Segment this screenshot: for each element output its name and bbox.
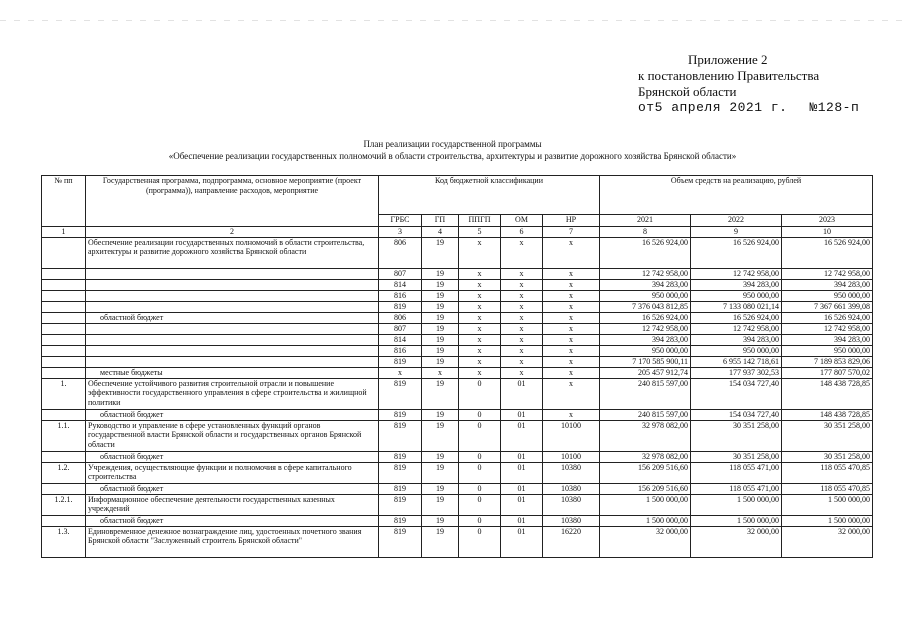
row-om: х xyxy=(501,367,543,378)
row-nr: 10380 xyxy=(543,462,600,483)
header-num: № пп xyxy=(42,176,86,227)
row-gp: 19 xyxy=(422,237,459,268)
row-amount-2023: 30 351 258,00 xyxy=(782,420,873,451)
row-amount-2021: 1 500 000,00 xyxy=(600,494,691,515)
header-row xyxy=(42,176,873,215)
row-ppgp: х xyxy=(459,323,501,334)
row-ppgp: х xyxy=(459,334,501,345)
row-nr: 10380 xyxy=(543,494,600,515)
row-grbs: 816 xyxy=(379,290,422,301)
row-amount-2022: 6 955 142 718,61 xyxy=(691,356,782,367)
row-amount-2021: 12 742 958,00 xyxy=(600,268,691,279)
header-kbk: Код бюджетной классификации xyxy=(379,176,600,215)
row-gp: 19 xyxy=(422,334,459,345)
row-amount-2022: 394 283,00 xyxy=(691,279,782,290)
program-title: «Обеспечение реализации государственных полномочий в области строительства, архитектуры и развитие дорожного хозяйства Брянской области» xyxy=(168,151,737,161)
table-row xyxy=(42,356,873,367)
row-nr: 10100 xyxy=(543,420,600,451)
row-name: областной бюджет xyxy=(86,409,379,420)
row-grbs: 816 xyxy=(379,345,422,356)
row-amount-2022: 7 133 080 021,14 xyxy=(691,301,782,312)
row-ppgp: 0 xyxy=(459,462,501,483)
row-grbs: 814 xyxy=(379,279,422,290)
index-cell: 3 xyxy=(379,227,422,238)
row-amount-2021: 394 283,00 xyxy=(600,279,691,290)
table-row xyxy=(42,312,873,323)
row-amount-2021: 156 209 516,60 xyxy=(600,462,691,483)
table-row xyxy=(42,420,873,451)
index-cell: 6 xyxy=(501,227,543,238)
row-name: Информационное обеспечение деятельности государственных казенных учреждений xyxy=(86,494,379,515)
row-amount-2021: 950 000,00 xyxy=(600,290,691,301)
row-amount-2021: 32 000,00 xyxy=(600,526,691,557)
header-year-2023: 2023 xyxy=(782,215,873,227)
row-om: 01 xyxy=(501,462,543,483)
row-grbs: 807 xyxy=(379,268,422,279)
row-amount-2023: 950 000,00 xyxy=(782,290,873,301)
row-name xyxy=(86,268,379,279)
table-row xyxy=(42,323,873,334)
row-gp: 19 xyxy=(422,279,459,290)
row-amount-2021: 16 526 924,00 xyxy=(600,312,691,323)
row-nr: 10380 xyxy=(543,483,600,494)
row-grbs: 807 xyxy=(379,323,422,334)
row-amount-2022: 16 526 924,00 xyxy=(691,312,782,323)
row-number: 1.1. xyxy=(42,420,86,451)
row-om: 01 xyxy=(501,526,543,557)
row-nr: х xyxy=(543,237,600,268)
row-name xyxy=(86,290,379,301)
row-nr: х xyxy=(543,378,600,409)
row-om: х xyxy=(501,268,543,279)
row-nr: 10380 xyxy=(543,515,600,526)
index-cell: 8 xyxy=(600,227,691,238)
index-row xyxy=(42,227,873,238)
row-gp: 19 xyxy=(422,409,459,420)
row-grbs: 819 xyxy=(379,451,422,462)
appendix-region-line: Брянской области xyxy=(638,84,737,99)
row-number xyxy=(42,356,86,367)
row-grbs: 819 xyxy=(379,378,422,409)
row-om: х xyxy=(501,345,543,356)
row-nr: 16220 xyxy=(543,526,600,557)
row-ppgp: 0 xyxy=(459,420,501,451)
row-amount-2023: 16 526 924,00 xyxy=(782,237,873,268)
row-amount-2021: 240 815 597,00 xyxy=(600,378,691,409)
row-ppgp: 0 xyxy=(459,451,501,462)
row-ppgp: х xyxy=(459,301,501,312)
row-amount-2023: 118 055 470,85 xyxy=(782,483,873,494)
row-name: Обеспечение устойчивого развития строительной отрасли и повышение эффективности государственного управления в сфере строительства и жилищной политики xyxy=(86,378,379,409)
index-cell: 2 xyxy=(86,227,379,238)
row-om: х xyxy=(501,312,543,323)
appendix-date: от5 апреля 2021 г. xyxy=(638,100,788,115)
table-row xyxy=(42,378,873,409)
row-amount-2023: 1 500 000,00 xyxy=(782,515,873,526)
row-number xyxy=(42,515,86,526)
row-gp: х xyxy=(422,367,459,378)
index-cell: 5 xyxy=(459,227,501,238)
row-number xyxy=(42,483,86,494)
row-name xyxy=(86,301,379,312)
row-amount-2022: 1 500 000,00 xyxy=(691,515,782,526)
row-amount-2022: 12 742 958,00 xyxy=(691,268,782,279)
row-ppgp: х xyxy=(459,290,501,301)
row-number: 1.2.1. xyxy=(42,494,86,515)
row-gp: 19 xyxy=(422,290,459,301)
row-grbs: 819 xyxy=(379,301,422,312)
row-name: областной бюджет xyxy=(86,483,379,494)
row-amount-2022: 177 937 302,53 xyxy=(691,367,782,378)
row-gp: 19 xyxy=(422,378,459,409)
row-gp: 19 xyxy=(422,494,459,515)
row-name xyxy=(86,334,379,345)
header-year-2021: 2021 xyxy=(600,215,691,227)
row-number xyxy=(42,367,86,378)
row-grbs: 819 xyxy=(379,483,422,494)
row-amount-2023: 394 283,00 xyxy=(782,334,873,345)
row-number: 1.2. xyxy=(42,462,86,483)
row-om: х xyxy=(501,356,543,367)
row-om: 01 xyxy=(501,378,543,409)
row-amount-2021: 240 815 597,00 xyxy=(600,409,691,420)
header-grbs: ГРБС xyxy=(379,215,422,227)
row-amount-2021: 32 978 082,00 xyxy=(600,420,691,451)
row-ppgp: х xyxy=(459,345,501,356)
header-nr: НР xyxy=(543,215,600,227)
row-om: 01 xyxy=(501,515,543,526)
row-gp: 19 xyxy=(422,451,459,462)
index-cell: 10 xyxy=(782,227,873,238)
row-om: х xyxy=(501,279,543,290)
table-row xyxy=(42,526,873,557)
row-gp: 19 xyxy=(422,515,459,526)
row-nr: х xyxy=(543,323,600,334)
row-amount-2023: 177 807 570,02 xyxy=(782,367,873,378)
row-amount-2022: 32 000,00 xyxy=(691,526,782,557)
row-om: 01 xyxy=(501,483,543,494)
table-row xyxy=(42,301,873,312)
row-number xyxy=(42,268,86,279)
row-om: х xyxy=(501,334,543,345)
row-amount-2021: 16 526 924,00 xyxy=(600,237,691,268)
row-gp: 19 xyxy=(422,526,459,557)
row-amount-2021: 7 170 585 900,11 xyxy=(600,356,691,367)
row-gp: 19 xyxy=(422,301,459,312)
row-name xyxy=(86,323,379,334)
budget-plan-table xyxy=(41,175,873,558)
index-cell: 4 xyxy=(422,227,459,238)
row-grbs: 819 xyxy=(379,515,422,526)
row-nr: х xyxy=(543,367,600,378)
row-om: х xyxy=(501,237,543,268)
row-amount-2023: 148 438 728,85 xyxy=(782,378,873,409)
row-gp: 19 xyxy=(422,345,459,356)
row-nr: 10100 xyxy=(543,451,600,462)
table-row xyxy=(42,462,873,483)
row-amount-2023: 7 367 661 399,08 xyxy=(782,301,873,312)
row-number xyxy=(42,312,86,323)
row-amount-2021: 7 376 043 812,85 xyxy=(600,301,691,312)
header-name: Государственная программа, подпрограмма, основное мероприятие (проект (программа)), направление расходов, мероприятие xyxy=(86,176,379,227)
row-gp: 19 xyxy=(422,356,459,367)
row-amount-2023: 950 000,00 xyxy=(782,345,873,356)
row-nr: х xyxy=(543,268,600,279)
row-om: х xyxy=(501,301,543,312)
row-grbs: 819 xyxy=(379,494,422,515)
row-grbs: 819 xyxy=(379,356,422,367)
scan-artifact xyxy=(0,20,905,21)
row-number: 1. xyxy=(42,378,86,409)
row-gp: 19 xyxy=(422,483,459,494)
header-volume: Объем средств на реализацию, рублей xyxy=(600,176,873,215)
row-amount-2021: 12 742 958,00 xyxy=(600,323,691,334)
appendix-number: №128-п xyxy=(809,100,860,115)
row-nr: х xyxy=(543,301,600,312)
row-name: Руководство и управление в сфере установленных функций органов государственной власти Брянской области и государственных органов Брянской области xyxy=(86,420,379,451)
row-number xyxy=(42,301,86,312)
row-number xyxy=(42,451,86,462)
row-amount-2022: 154 034 727,40 xyxy=(691,409,782,420)
row-amount-2022: 394 283,00 xyxy=(691,334,782,345)
row-grbs: 814 xyxy=(379,334,422,345)
row-amount-2022: 154 034 727,40 xyxy=(691,378,782,409)
row-name: Единовременное денежное вознаграждение лиц, удостоенных почетного звания Брянской области "Заслуженный строитель Брянской области" xyxy=(86,526,379,557)
row-amount-2022: 16 526 924,00 xyxy=(691,237,782,268)
row-amount-2023: 1 500 000,00 xyxy=(782,494,873,515)
row-amount-2023: 12 742 958,00 xyxy=(782,323,873,334)
row-om: 01 xyxy=(501,409,543,420)
header-ppgp: ППГП xyxy=(459,215,501,227)
row-amount-2022: 1 500 000,00 xyxy=(691,494,782,515)
row-number xyxy=(42,334,86,345)
row-number xyxy=(42,323,86,334)
row-amount-2023: 32 000,00 xyxy=(782,526,873,557)
row-amount-2021: 1 500 000,00 xyxy=(600,515,691,526)
row-amount-2022: 950 000,00 xyxy=(691,345,782,356)
row-amount-2022: 118 055 471,00 xyxy=(691,462,782,483)
row-name: областной бюджет xyxy=(86,451,379,462)
row-amount-2023: 7 189 853 829,06 xyxy=(782,356,873,367)
row-gp: 19 xyxy=(422,312,459,323)
row-grbs: 819 xyxy=(379,462,422,483)
row-amount-2023: 118 055 470,85 xyxy=(782,462,873,483)
row-om: х xyxy=(501,323,543,334)
table-row xyxy=(42,290,873,301)
row-name xyxy=(86,345,379,356)
table-row xyxy=(42,515,873,526)
row-amount-2022: 12 742 958,00 xyxy=(691,323,782,334)
row-number: 1.3. xyxy=(42,526,86,557)
row-amount-2022: 118 055 471,00 xyxy=(691,483,782,494)
row-ppgp: 0 xyxy=(459,409,501,420)
appendix-decree-line: к постановлению Правительства xyxy=(638,68,820,83)
row-ppgp: 0 xyxy=(459,494,501,515)
table-row xyxy=(42,451,873,462)
row-amount-2021: 394 283,00 xyxy=(600,334,691,345)
row-om: 01 xyxy=(501,420,543,451)
row-name: областной бюджет xyxy=(86,515,379,526)
table-row xyxy=(42,268,873,279)
table-row xyxy=(42,367,873,378)
row-amount-2022: 30 351 258,00 xyxy=(691,451,782,462)
row-amount-2023: 30 351 258,00 xyxy=(782,451,873,462)
row-number xyxy=(42,290,86,301)
appendix-header xyxy=(638,52,898,116)
row-name: Обеспечение реализации государственных полномочий в области строительства, архитектуры и развитие дорожного хозяйства Брянской области xyxy=(86,237,379,268)
row-name xyxy=(86,356,379,367)
header-gp: ГП xyxy=(422,215,459,227)
table-row xyxy=(42,279,873,290)
row-om: 01 xyxy=(501,451,543,462)
row-amount-2023: 12 742 958,00 xyxy=(782,268,873,279)
table-row xyxy=(42,334,873,345)
header-year-2022: 2022 xyxy=(691,215,782,227)
row-gp: 19 xyxy=(422,268,459,279)
row-number xyxy=(42,237,86,268)
row-om: х xyxy=(501,290,543,301)
row-grbs: 819 xyxy=(379,409,422,420)
row-ppgp: 0 xyxy=(459,515,501,526)
row-name: Учреждения, осуществляющие функции и полномочия в сфере капитального строительства xyxy=(86,462,379,483)
row-nr: х xyxy=(543,312,600,323)
row-gp: 19 xyxy=(422,462,459,483)
row-ppgp: х xyxy=(459,237,501,268)
row-nr: х xyxy=(543,345,600,356)
row-grbs: х xyxy=(379,367,422,378)
row-number xyxy=(42,409,86,420)
row-ppgp: 0 xyxy=(459,526,501,557)
table-row xyxy=(42,409,873,420)
table-row xyxy=(42,494,873,515)
table-row xyxy=(42,237,873,268)
row-grbs: 819 xyxy=(379,420,422,451)
row-gp: 19 xyxy=(422,323,459,334)
index-cell: 7 xyxy=(543,227,600,238)
row-ppgp: х xyxy=(459,268,501,279)
row-name: областной бюджет xyxy=(86,312,379,323)
row-amount-2021: 156 209 516,60 xyxy=(600,483,691,494)
row-number xyxy=(42,279,86,290)
row-amount-2021: 205 457 912,74 xyxy=(600,367,691,378)
row-om: 01 xyxy=(501,494,543,515)
row-amount-2021: 950 000,00 xyxy=(600,345,691,356)
row-ppgp: х xyxy=(459,356,501,367)
appendix-title: Приложение 2 xyxy=(688,52,768,67)
row-gp: 19 xyxy=(422,420,459,451)
row-name: местные бюджеты xyxy=(86,367,379,378)
row-amount-2021: 32 978 082,00 xyxy=(600,451,691,462)
index-cell: 1 xyxy=(42,227,86,238)
row-ppgp: 0 xyxy=(459,483,501,494)
row-nr: х xyxy=(543,409,600,420)
row-amount-2022: 30 351 258,00 xyxy=(691,420,782,451)
index-cell: 9 xyxy=(691,227,782,238)
row-ppgp: х xyxy=(459,312,501,323)
table-row xyxy=(42,483,873,494)
row-grbs: 819 xyxy=(379,526,422,557)
row-ppgp: х xyxy=(459,367,501,378)
row-ppgp: 0 xyxy=(459,378,501,409)
header-om: ОМ xyxy=(501,215,543,227)
row-name xyxy=(86,279,379,290)
row-nr: х xyxy=(543,334,600,345)
row-ppgp: х xyxy=(459,279,501,290)
row-nr: х xyxy=(543,279,600,290)
row-nr: х xyxy=(543,290,600,301)
row-amount-2023: 16 526 924,00 xyxy=(782,312,873,323)
row-nr: х xyxy=(543,356,600,367)
table-row xyxy=(42,345,873,356)
document-title: План реализации государственной программы xyxy=(363,139,542,149)
row-number xyxy=(42,345,86,356)
row-amount-2022: 950 000,00 xyxy=(691,290,782,301)
table-body xyxy=(42,176,873,558)
row-grbs: 806 xyxy=(379,312,422,323)
appendix-date-line xyxy=(638,100,898,116)
row-amount-2023: 148 438 728,85 xyxy=(782,409,873,420)
row-grbs: 806 xyxy=(379,237,422,268)
row-amount-2023: 394 283,00 xyxy=(782,279,873,290)
